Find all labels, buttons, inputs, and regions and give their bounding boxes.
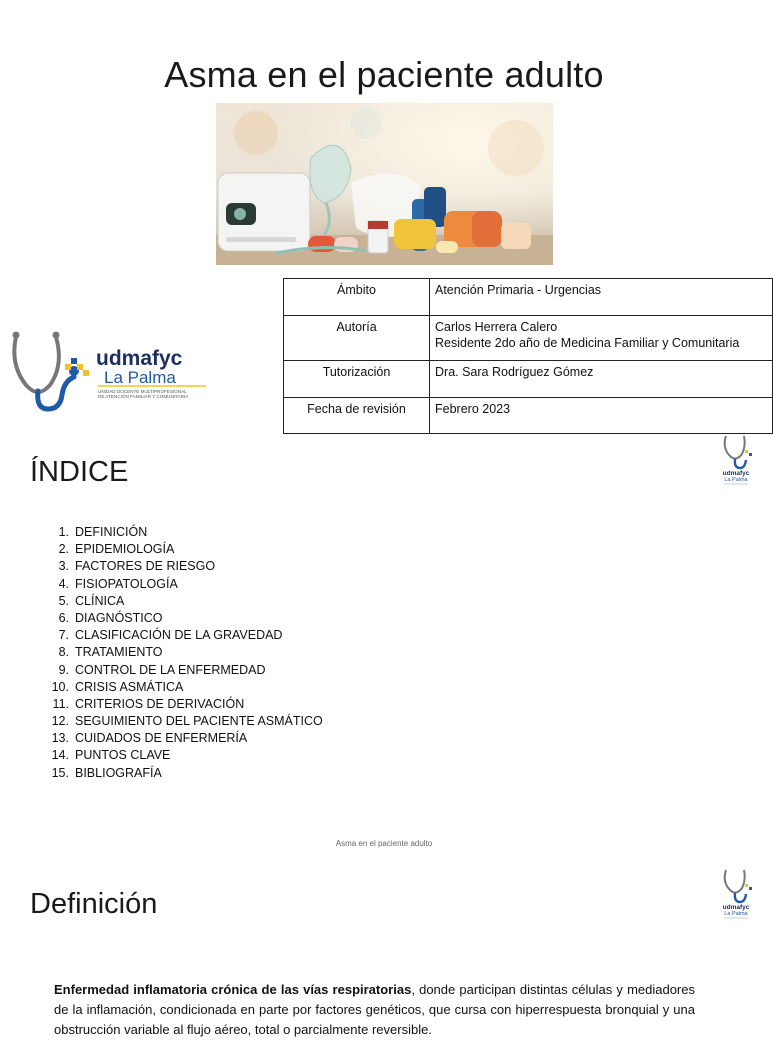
stethoscope-logo-icon bbox=[718, 866, 754, 922]
toc-item[interactable]: 6. DIAGNÓSTICO bbox=[58, 610, 163, 625]
svg-text:La Palma: La Palma bbox=[104, 368, 176, 387]
toc-item[interactable]: 2. EPIDEMIOLOGÍA bbox=[58, 542, 175, 557]
info-row-tutorizacion bbox=[284, 361, 773, 398]
nebulizer-inhaler-illustration bbox=[216, 103, 553, 265]
svg-text:udmafyc: udmafyc bbox=[722, 904, 750, 911]
definition-text: , donde participan distintas células y mediadores de la inflamación, condicionada en parte por factores genéticos, que cursa con hiperrespuesta bronquial y una obstrucción variable al flujo aéreo, total o parcialmente reversible. bbox=[54, 982, 695, 1037]
info-row-ambito bbox=[284, 279, 773, 316]
stethoscope-logo-icon bbox=[8, 325, 230, 417]
info-row-fecha bbox=[284, 398, 773, 434]
info-value: Febrero 2023 bbox=[430, 398, 773, 434]
definition-heading: Definición bbox=[30, 888, 158, 920]
svg-text:La Palma: La Palma bbox=[724, 477, 748, 483]
hero-image-nebulizer-inhalers bbox=[216, 103, 553, 265]
info-label: Fecha de revisión bbox=[284, 398, 430, 434]
info-label: Ámbito bbox=[284, 279, 430, 316]
svg-text:udmafyc: udmafyc bbox=[96, 347, 183, 370]
toc-item[interactable]: 12. SEGUIMIENTO DEL PACIENTE ASMÁTICO bbox=[51, 714, 323, 729]
info-value: Atención Primaria - Urgencias bbox=[430, 279, 773, 316]
info-row-autoria bbox=[284, 316, 773, 361]
svg-text:La Palma: La Palma bbox=[724, 911, 748, 917]
page-title: Asma en el paciente adulto bbox=[164, 54, 604, 95]
toc-item[interactable]: 4. FISIOPATOLOGÍA bbox=[58, 576, 178, 591]
page-footer: Asma en el paciente adulto bbox=[335, 839, 433, 848]
udmafyc-logo-small bbox=[718, 866, 754, 922]
svg-text:DE ATENCIÓN FAMILIAR Y COMUNIT: DE ATENCIÓN FAMILIAR Y COMUNITARIA bbox=[98, 394, 189, 399]
toc-item[interactable]: 9. CONTROL DE LA ENFERMEDAD bbox=[58, 662, 266, 677]
toc-item[interactable]: 3. FACTORES DE RIESGO bbox=[58, 559, 216, 574]
udmafyc-logo-small bbox=[718, 432, 754, 488]
toc-item[interactable]: 14. PUNTOS CLAVE bbox=[51, 748, 171, 763]
definition-paragraph bbox=[54, 980, 695, 1040]
document-info-table bbox=[283, 278, 773, 434]
svg-text:UNIDAD DOCENTE MULTIPROFESIONA: UNIDAD DOCENTE MULTIPROFESIONAL bbox=[98, 389, 187, 394]
info-label: Tutorización bbox=[284, 361, 430, 398]
definition-bold-lead: Enfermedad inflamatoria crónica de las vías respiratorias bbox=[54, 982, 412, 997]
toc-item[interactable]: 15. BIBLIOGRAFÍA bbox=[51, 765, 162, 780]
index-heading: ÍNDICE bbox=[30, 456, 129, 488]
svg-text:udmafyc: udmafyc bbox=[722, 470, 750, 477]
info-value: Dra. Sara Rodríguez Gómez bbox=[430, 361, 773, 398]
udmafyc-logo bbox=[8, 325, 230, 417]
table-of-contents bbox=[30, 524, 323, 782]
toc-item[interactable]: 13. CUIDADOS DE ENFERMERÍA bbox=[51, 731, 248, 746]
toc-item[interactable]: 5. CLÍNICA bbox=[58, 593, 125, 608]
toc-item[interactable]: 10. CRISIS ASMÁTICA bbox=[51, 679, 184, 694]
toc-item[interactable]: 7. CLASIFICACIÓN DE LA GRAVEDAD bbox=[58, 628, 283, 643]
info-label: Autoría bbox=[284, 316, 430, 361]
toc-item[interactable]: 1. DEFINICIÓN bbox=[58, 525, 148, 539]
info-value: Carlos Herrera Calero Residente 2do año de Medicina Familiar y Comunitaria bbox=[430, 316, 773, 361]
toc-item[interactable]: 11. CRITERIOS DE DERIVACIÓN bbox=[52, 696, 245, 711]
toc-item[interactable]: 8. TRATAMIENTO bbox=[58, 645, 163, 660]
stethoscope-logo-icon bbox=[718, 432, 754, 488]
